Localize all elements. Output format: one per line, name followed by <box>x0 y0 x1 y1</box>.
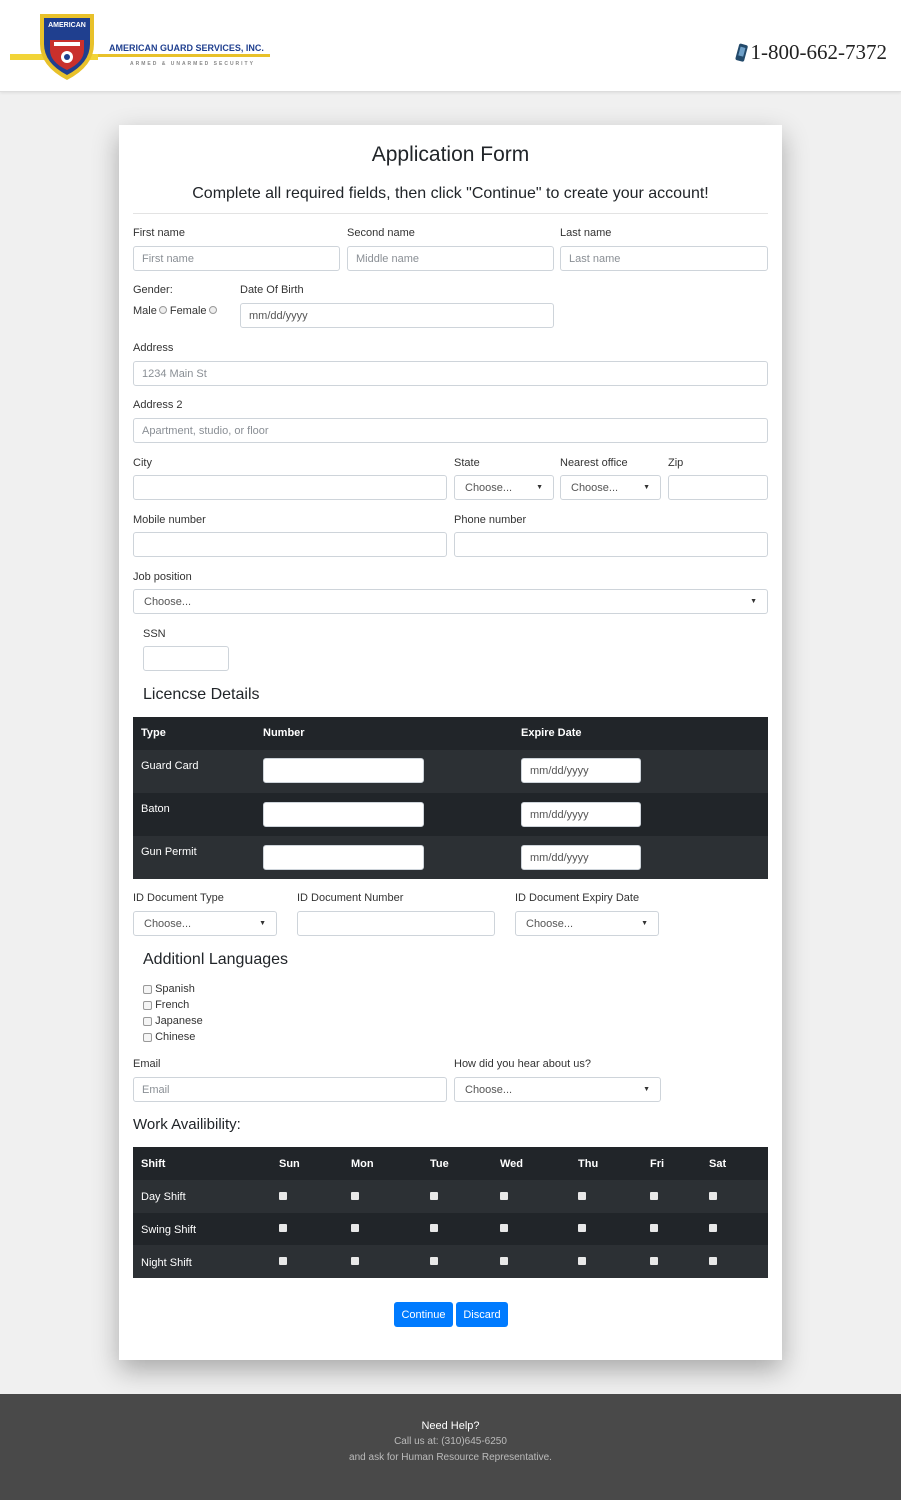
ssn-label: SSN <box>143 628 166 640</box>
phone-number-label: Phone number <box>454 514 527 526</box>
shift-label: Night Shift <box>141 1257 192 1269</box>
swing-shift-wed-checkbox[interactable] <box>500 1224 508 1232</box>
second-name-input[interactable]: Middle name <box>347 246 554 271</box>
license-col-number: Number <box>263 727 305 739</box>
table-row <box>133 1245 768 1278</box>
day-shift-sun-checkbox[interactable] <box>279 1192 287 1200</box>
day-shift-tue-checkbox[interactable] <box>430 1192 438 1200</box>
gender-options <box>133 305 220 317</box>
dob-input[interactable]: mm/dd/yyyy <box>240 303 554 328</box>
phone-icon <box>734 43 748 63</box>
availability-col-sat: Sat <box>709 1158 727 1170</box>
guard-card-number-input[interactable] <box>263 758 424 783</box>
night-shift-tue-checkbox[interactable] <box>430 1257 438 1265</box>
mobile-label: Mobile number <box>133 514 206 526</box>
email-input[interactable]: Email <box>133 1077 447 1102</box>
job-position-label: Job position <box>133 571 192 583</box>
license-heading: Licencse Details <box>143 686 260 703</box>
id-doc-expiry-select[interactable] <box>515 911 659 936</box>
address2-label: Address 2 <box>133 399 183 411</box>
id-doc-number-label: ID Document Number <box>297 892 404 904</box>
night-shift-sun-checkbox[interactable] <box>279 1257 287 1265</box>
zip-label: Zip <box>668 457 684 469</box>
language-option[interactable] <box>143 1031 195 1043</box>
id-doc-expiry-label: ID Document Expiry Date <box>515 892 640 904</box>
languages-heading: Additionl Languages <box>143 951 289 968</box>
swing-shift-fri-checkbox[interactable] <box>650 1224 658 1232</box>
day-shift-thu-checkbox[interactable] <box>578 1192 586 1200</box>
chevron-down-icon: ▼ <box>641 920 648 927</box>
chevron-down-icon: ▼ <box>536 484 543 491</box>
availability-table-header <box>133 1147 768 1180</box>
guard-card-expire-input[interactable]: mm/dd/yyyy <box>521 758 641 783</box>
hear-about-value: Choose... <box>465 1083 513 1096</box>
language-option[interactable] <box>143 999 189 1011</box>
form-title: Application Form <box>371 143 530 166</box>
gender-female-radio[interactable] <box>209 306 217 314</box>
language-checkbox[interactable] <box>143 1001 152 1010</box>
dob-label: Date Of Birth <box>240 284 304 296</box>
language-label: Chinese <box>155 1031 196 1043</box>
day-shift-wed-checkbox[interactable] <box>500 1192 508 1200</box>
address-input[interactable]: 1234 Main St <box>133 361 768 386</box>
state-label: State <box>454 457 480 469</box>
hear-about-label: How did you hear about us? <box>454 1058 591 1070</box>
company-logo[interactable] <box>10 10 280 82</box>
gender-female-label: Female <box>169 305 207 317</box>
availability-col-wed: Wed <box>500 1158 524 1170</box>
company-name: AMERICAN GUARD SERVICES, INC. <box>109 43 264 53</box>
availability-col-fri: Fri <box>650 1158 665 1170</box>
first-name-input[interactable]: First name <box>133 246 340 271</box>
id-doc-type-value: Choose... <box>144 917 192 930</box>
day-shift-sat-checkbox[interactable] <box>709 1192 717 1200</box>
hear-about-select[interactable] <box>454 1077 661 1102</box>
gender-label: Gender: <box>133 284 173 296</box>
ssn-input[interactable] <box>143 646 229 671</box>
swing-shift-thu-checkbox[interactable] <box>578 1224 586 1232</box>
city-input[interactable] <box>133 475 447 500</box>
last-name-input[interactable]: Last name <box>560 246 768 271</box>
availability-col-sun: Sun <box>279 1158 300 1170</box>
baton-number-input[interactable] <box>263 802 424 827</box>
ask-for-text: and ask for Human Resource Representative. <box>349 1452 552 1463</box>
baton-expire-input[interactable]: mm/dd/yyyy <box>521 802 641 827</box>
address-label: Address <box>133 342 174 354</box>
availability-col-thu: Thu <box>578 1158 599 1170</box>
gender-male-label: Male <box>133 305 157 317</box>
nearest-office-value: Choose... <box>571 481 619 494</box>
availability-col-shift: Shift <box>141 1158 166 1170</box>
swing-shift-mon-checkbox[interactable] <box>351 1224 359 1232</box>
availability-col-mon: Mon <box>351 1158 374 1170</box>
table-row <box>133 1213 768 1245</box>
license-col-type: Type <box>141 727 166 739</box>
language-label: Spanish <box>155 983 195 995</box>
phone-number-input[interactable] <box>454 532 768 557</box>
call-us-text: Call us at: (310)645-6250 <box>394 1436 507 1447</box>
license-type: Gun Permit <box>141 846 197 858</box>
table-row <box>133 750 768 793</box>
phone-number: 1-800-662-7372 <box>750 40 887 64</box>
continue-button[interactable]: Continue <box>394 1302 453 1327</box>
license-table-header <box>133 717 768 750</box>
state-select[interactable] <box>454 475 554 500</box>
zip-input[interactable] <box>668 475 768 500</box>
night-shift-fri-checkbox[interactable] <box>650 1257 658 1265</box>
email-label: Email <box>133 1058 161 1070</box>
swing-shift-sun-checkbox[interactable] <box>279 1224 287 1232</box>
shift-label: Day Shift <box>141 1191 186 1203</box>
job-position-select[interactable] <box>133 589 768 614</box>
swing-shift-sat-checkbox[interactable] <box>709 1224 717 1232</box>
id-doc-type-select[interactable] <box>133 911 277 936</box>
first-name-label: First name <box>133 227 185 239</box>
chevron-down-icon: ▼ <box>643 1086 650 1093</box>
gender-male-radio[interactable] <box>159 306 167 314</box>
second-name-label: Second name <box>347 227 415 239</box>
chevron-down-icon: ▼ <box>750 598 757 605</box>
table-row <box>133 1180 768 1213</box>
id-doc-number-input[interactable] <box>297 911 495 936</box>
chevron-down-icon: ▼ <box>643 484 650 491</box>
table-row <box>133 793 768 836</box>
language-checkbox[interactable] <box>143 1017 152 1026</box>
shift-label: Swing Shift <box>141 1224 197 1236</box>
discard-button[interactable]: Discard <box>456 1302 508 1327</box>
id-doc-type-label: ID Document Type <box>133 892 224 904</box>
state-value: Choose... <box>465 481 513 494</box>
form-subtitle: Complete all required fields, then click "Continue" to create your account! <box>192 185 709 202</box>
badge-text: AMERICAN <box>48 22 86 29</box>
license-type: Baton <box>141 803 170 815</box>
license-col-expire: Expire Date <box>521 727 582 739</box>
gun-permit-expire-input[interactable]: mm/dd/yyyy <box>521 845 641 870</box>
nearest-office-select[interactable] <box>560 475 661 500</box>
divider <box>133 213 768 214</box>
table-row <box>133 836 768 879</box>
swing-shift-tue-checkbox[interactable] <box>430 1224 438 1232</box>
gun-permit-number-input[interactable] <box>263 845 424 870</box>
nearest-office-label: Nearest office <box>560 457 628 469</box>
license-table <box>133 717 768 879</box>
language-label: Japanese <box>155 1015 203 1027</box>
availability-col-tue: Tue <box>430 1158 449 1170</box>
job-position-value: Choose... <box>144 595 192 608</box>
language-label: French <box>155 999 190 1011</box>
language-option[interactable] <box>143 983 195 995</box>
language-option[interactable] <box>143 1015 203 1027</box>
company-tagline: ARMED & UNARMED SECURITY <box>130 61 255 67</box>
last-name-label: Last name <box>560 227 612 239</box>
address2-input[interactable]: Apartment, studio, or floor <box>133 418 768 443</box>
site-footer <box>0 1394 901 1500</box>
night-shift-sat-checkbox[interactable] <box>709 1257 717 1265</box>
id-doc-expiry-value: Choose... <box>526 917 574 930</box>
language-checkbox[interactable] <box>143 1033 152 1042</box>
night-shift-mon-checkbox[interactable] <box>351 1257 359 1265</box>
header-phone[interactable] <box>734 40 887 65</box>
mobile-input[interactable] <box>133 532 447 557</box>
city-label: City <box>133 457 152 469</box>
day-shift-fri-checkbox[interactable] <box>650 1192 658 1200</box>
license-type: Guard Card <box>141 760 199 772</box>
language-checkbox[interactable] <box>143 985 152 994</box>
need-help-text: Need Help? <box>421 1420 480 1432</box>
application-form-card <box>119 125 782 1360</box>
availability-table <box>133 1147 768 1278</box>
chevron-down-icon: ▼ <box>259 920 266 927</box>
night-shift-thu-checkbox[interactable] <box>578 1257 586 1265</box>
availability-heading: Work Availibility: <box>133 1116 241 1133</box>
day-shift-mon-checkbox[interactable] <box>351 1192 359 1200</box>
night-shift-wed-checkbox[interactable] <box>500 1257 508 1265</box>
site-header <box>0 0 901 92</box>
